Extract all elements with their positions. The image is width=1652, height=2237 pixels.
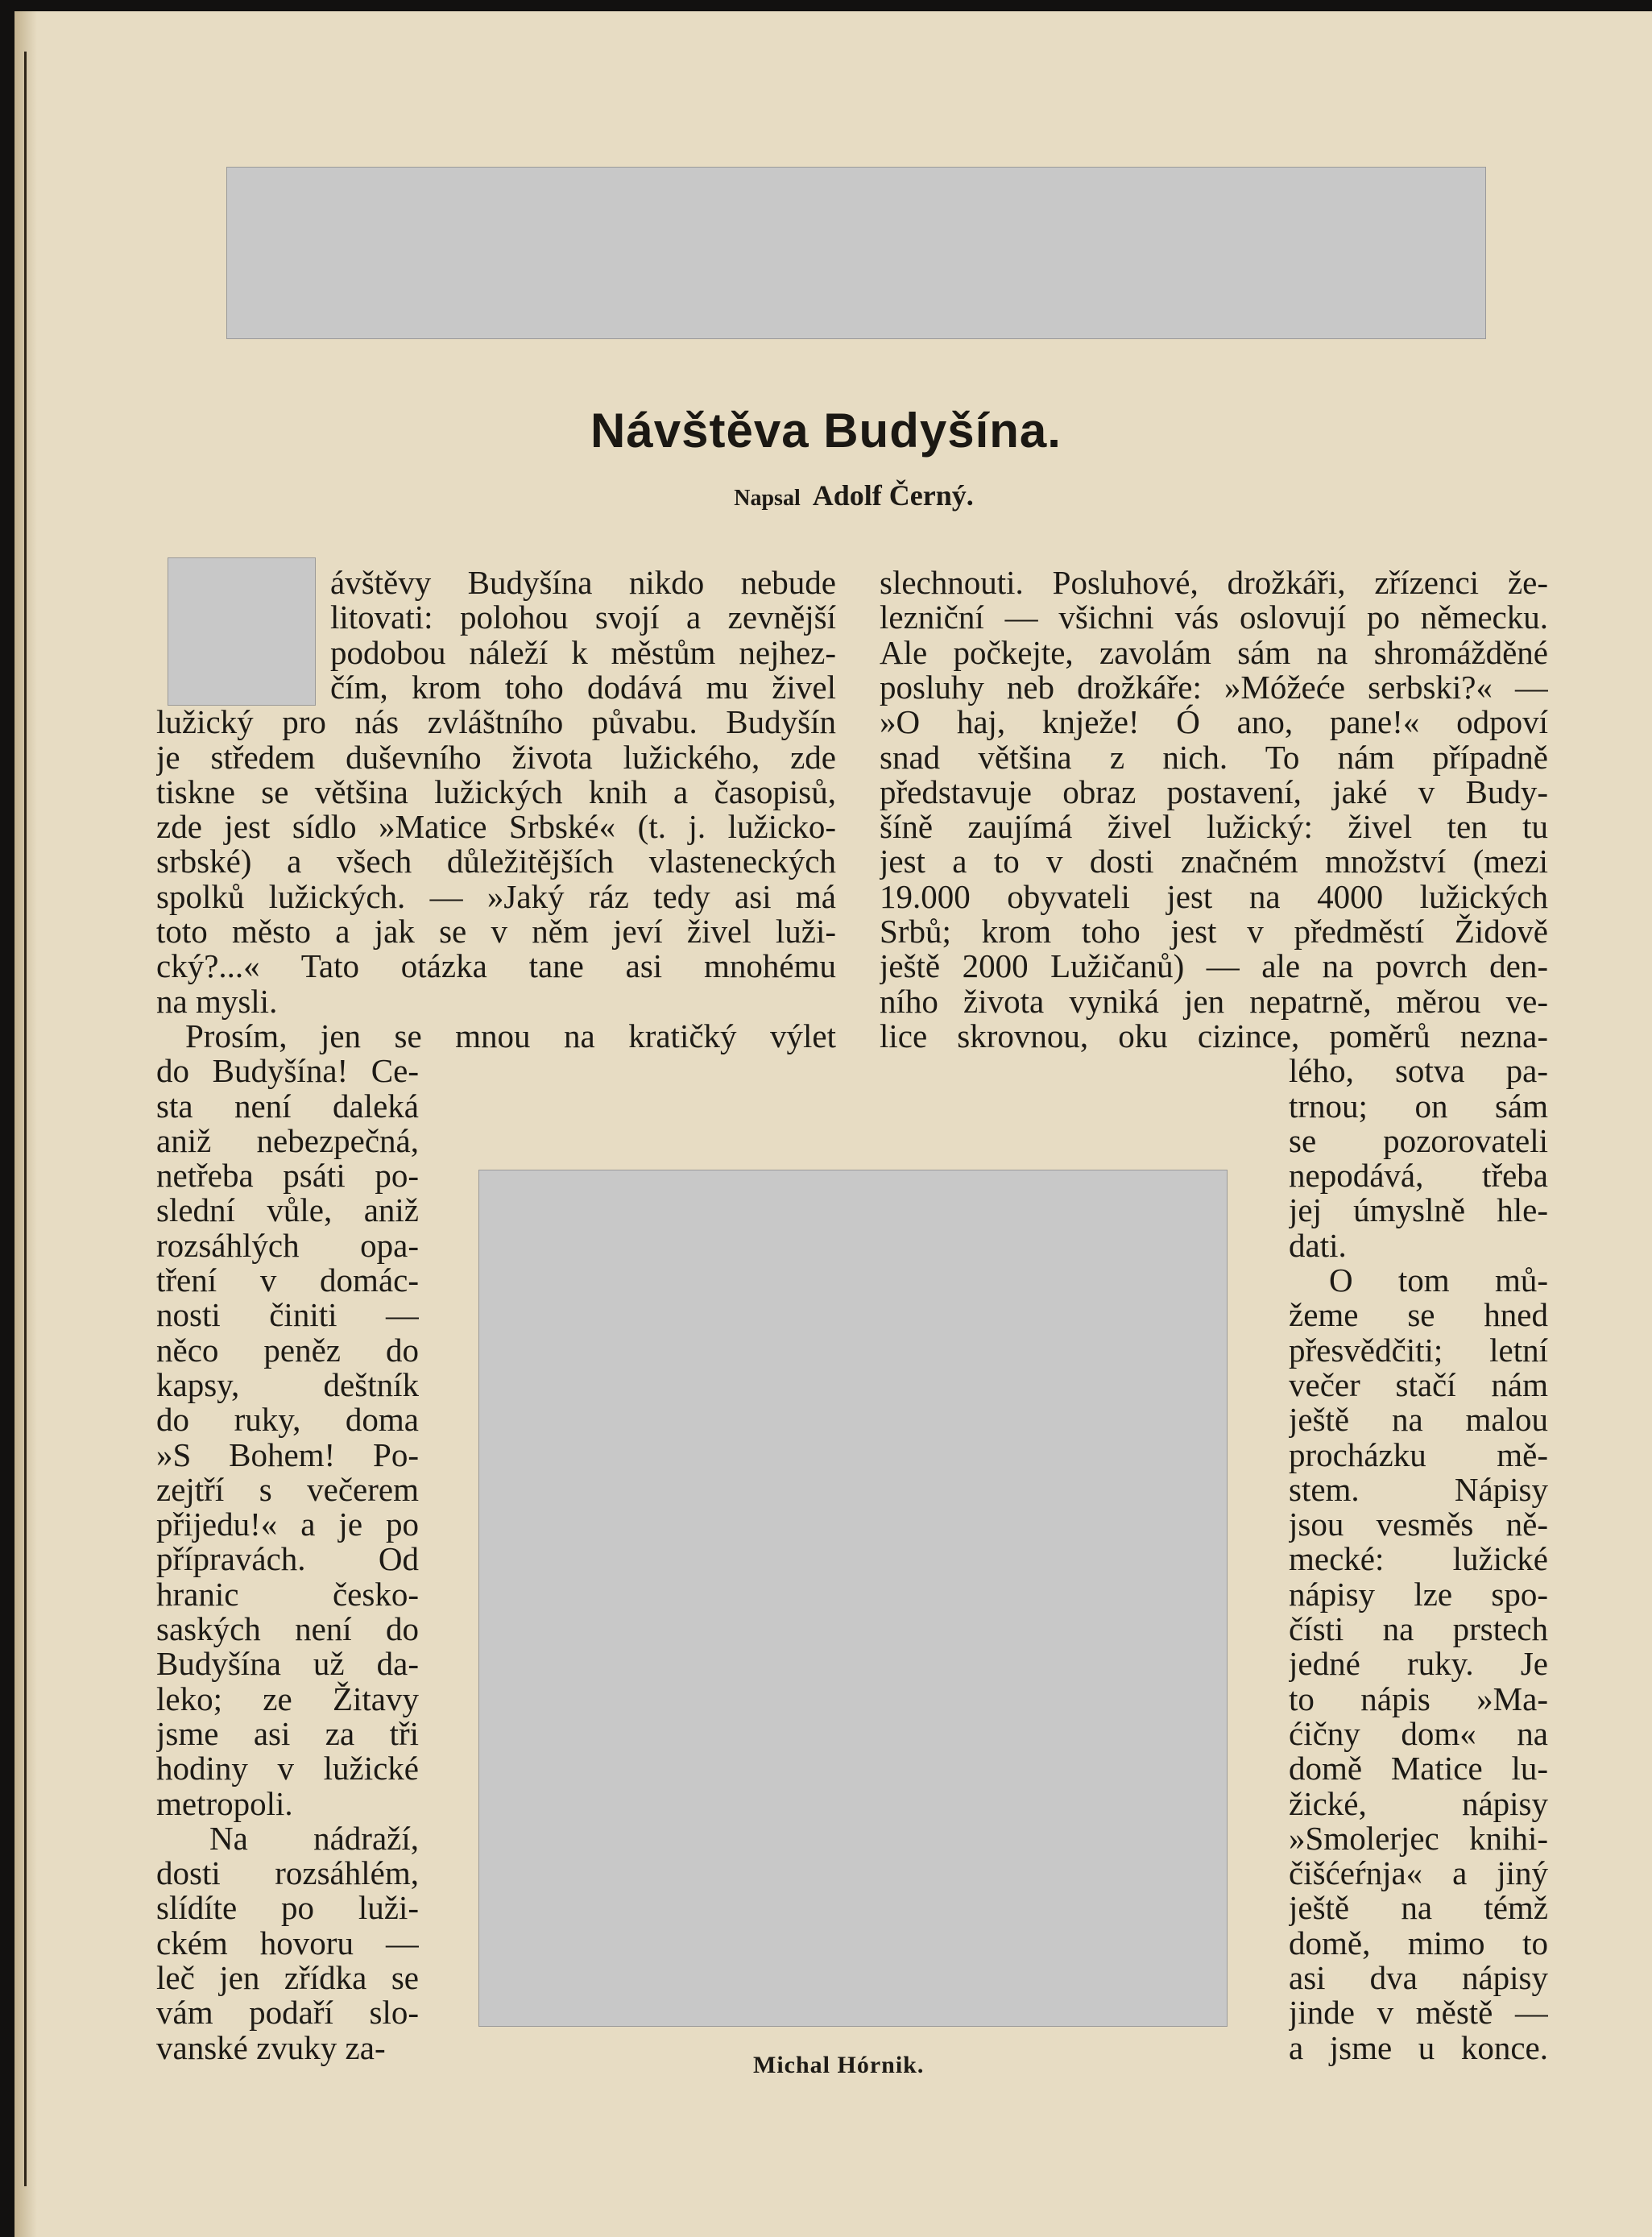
right-line: ního života vyniká jen nepatrně, měrou ve-	[880, 982, 1548, 1020]
left-line: lužický pro nás zvláštního půvabu. Budyšín	[156, 703, 836, 741]
left-line: dosti rozsáhlém,	[156, 1854, 419, 1892]
left-line: Na nádraží,	[209, 1819, 419, 1857]
left-line: přípravách. Od	[156, 1540, 419, 1578]
right-line: přesvědčiti; letní	[1289, 1331, 1548, 1369]
right-line: stem. Nápisy	[1289, 1470, 1548, 1508]
right-line: »Smolerjec knihi-	[1289, 1819, 1548, 1857]
byline-prefix: Napsal	[734, 486, 801, 511]
right-line: domě, mimo to	[1289, 1924, 1548, 1962]
byline	[0, 478, 1652, 512]
right-line: večer stačí nám	[1289, 1365, 1548, 1403]
right-line: posluhy neb drožkáře: »Móžeće serbski?« —	[880, 668, 1548, 706]
right-line: žeme se hned	[1289, 1296, 1548, 1334]
portrait-caption: Michal Hórnik.	[753, 2052, 925, 2078]
left-line: spolků lužických. — »Jaký ráz tedy asi má	[156, 877, 836, 915]
right-line: žické, nápisy	[1289, 1784, 1548, 1822]
right-line: šíně zaujímá živel lužický: živel ten tu	[880, 808, 1548, 846]
left-line: podobou náleží k městům nejhez-	[330, 633, 836, 671]
right-line: jedné ruky. Je	[1289, 1645, 1548, 1683]
left-line: ávštěvy Budyšína nikdo nebude	[330, 564, 836, 601]
left-line: litovati: polohou svojí a zevnější	[330, 599, 836, 636]
left-line: vanské zvuky za-	[156, 2028, 386, 2066]
right-line: ćičny dom« na	[1289, 1714, 1548, 1752]
right-line: procházku mě-	[1289, 1435, 1548, 1473]
right-line: »O haj, knježe! Ó ano, pane!« odpoví	[880, 703, 1548, 741]
left-line: hodiny v lužické	[156, 1750, 419, 1788]
left-line: slídíte po luži-	[156, 1889, 419, 1927]
left-line: leč jen zřídka se	[156, 1959, 419, 1996]
right-line: trnou; on sám	[1289, 1087, 1548, 1125]
left-line: srbské) a všech důležitějších vlasteneckých	[156, 843, 836, 880]
article-title: Návštěva Budyšína.	[590, 404, 1062, 458]
right-line: jsou vesměs ně-	[1289, 1506, 1548, 1543]
right-line: mecké: lužické	[1289, 1540, 1548, 1578]
right-line: a jsme u konce.	[1289, 2028, 1548, 2066]
left-line: leko; ze Žitavy	[156, 1680, 419, 1717]
left-line: nosti činiti —	[156, 1296, 419, 1334]
left-line: tiskne se většina lužických knih a časopisů,	[156, 773, 836, 810]
left-line: zde jest sídlo »Matice Srbské« (t. j. lužicko-	[156, 808, 836, 846]
left-line: cký?...« Tato otázka tane asi mnohému	[156, 947, 836, 985]
spine-line	[24, 52, 27, 2186]
right-line: snad většina z nich. To nám případně	[880, 738, 1548, 776]
portrait-engraving	[478, 1170, 1228, 2027]
left-line: Prosím, jen se mnou na kratičký výlet	[185, 1017, 836, 1054]
right-line: nápisy lze spo-	[1289, 1575, 1548, 1613]
left-line: rozsáhlých opa-	[156, 1226, 419, 1264]
left-line: zejtří s večerem	[156, 1470, 419, 1508]
left-line: kapsy, deštník	[156, 1365, 419, 1403]
left-line: sta není daleká	[156, 1087, 419, 1125]
right-line: představuje obraz postavení, jaké v Budy-	[880, 773, 1548, 810]
left-line: něco peněz do	[156, 1331, 419, 1369]
left-line: toto město a jak se v něm jeví živel luži-	[156, 913, 836, 950]
right-line: ještě na témž	[1289, 1889, 1548, 1927]
left-line: netřeba psáti po-	[156, 1157, 419, 1195]
left-line: do Budyšína! Ce-	[156, 1052, 419, 1090]
right-line: dati.	[1289, 1226, 1347, 1264]
right-line: čišćeŕnja« a jiný	[1289, 1854, 1548, 1892]
right-line: lezniční — všichni vás oslovují po německu.	[880, 599, 1548, 636]
byline-author: Adolf Černý.	[812, 479, 974, 512]
right-line: O tom mů-	[1329, 1261, 1548, 1299]
left-line: je středem duševního života lužického, zde	[156, 738, 836, 776]
left-line: do ruky, doma	[156, 1401, 419, 1439]
left-line: jsme asi za tři	[156, 1714, 419, 1752]
right-line: se pozorovateli	[1289, 1121, 1548, 1159]
left-line: saských není do	[156, 1610, 419, 1647]
left-line: tření v domác-	[156, 1261, 419, 1299]
left-line: čím, krom toho dodává mu živel	[330, 668, 836, 706]
left-line: slední vůle, aniž	[156, 1191, 419, 1229]
decorated-initial	[168, 557, 316, 706]
right-line: lice skrovnou, oku cizince, poměrů nezna-	[880, 1017, 1548, 1054]
right-line: to nápis »Ma-	[1289, 1680, 1548, 1717]
right-line: ještě 2000 Lužičanů) — ale na povrch den-	[880, 947, 1548, 985]
ornamental-header-banner	[226, 167, 1486, 339]
left-line: metropoli.	[156, 1784, 293, 1822]
right-line: domě Matice lu-	[1289, 1750, 1548, 1788]
right-line: ještě na malou	[1289, 1401, 1548, 1439]
right-line: jest a to v dosti značném množství (mezi	[880, 843, 1548, 880]
right-line: Ale počkejte, zavolám sám na shromážděné	[880, 633, 1548, 671]
right-line: nepodává, třeba	[1289, 1157, 1548, 1195]
left-line: hranic česko-	[156, 1575, 419, 1613]
left-line: »S Bohem! Po-	[156, 1435, 419, 1473]
left-line: ckém hovoru —	[156, 1924, 419, 1962]
right-line: jej úmyslně hle-	[1289, 1191, 1548, 1229]
right-line: jinde v městě —	[1289, 1994, 1548, 2032]
right-line: slechnouti. Posluhové, drožkáři, zřízenci že-	[880, 564, 1548, 601]
right-line: čísti na prstech	[1289, 1610, 1548, 1647]
right-line: asi dva nápisy	[1289, 1959, 1548, 1996]
left-line: Budyšína už da-	[156, 1645, 419, 1683]
right-line: Srbů; krom toho jest v předměstí Židově	[880, 913, 1548, 950]
left-line: vám podaří slo-	[156, 1994, 419, 2032]
left-line: přijedu!« a je po	[156, 1506, 419, 1543]
right-line: lého, sotva pa-	[1289, 1052, 1548, 1090]
right-line: 19.000 obyvateli jest na 4000 lužických	[880, 877, 1548, 915]
left-line: na mysli.	[156, 982, 278, 1020]
left-line: aniž nebezpečná,	[156, 1121, 419, 1159]
